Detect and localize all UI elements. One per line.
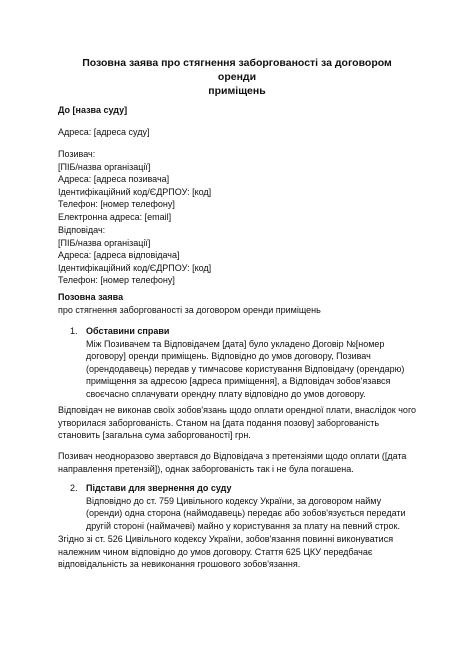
- section-facts-number: 1.: [70, 326, 78, 336]
- claim-heading-block: [58, 291, 418, 316]
- plaintiff-id-code: Ідентифікаційний код/ЄДРПОУ: [код]: [58, 186, 212, 197]
- defendant-block: [58, 224, 418, 287]
- section-grounds-heading: Підстави для звернення до суду: [86, 483, 232, 493]
- court-address: Адреса: [адреса суду]: [58, 127, 150, 137]
- claim-heading: Позовна заява: [58, 292, 124, 302]
- defendant-id-code: Ідентифікаційний код/ЄДРПОУ: [код]: [58, 262, 212, 273]
- section-grounds-number: 2.: [70, 483, 78, 493]
- defendant-address: Адреса: [адреса відповідача]: [58, 250, 180, 261]
- plaintiff-phone: Телефон: [номер телефону]: [58, 199, 175, 210]
- section-facts-text: Між Позивачем та Відповідачем [дата] було укладено Договір №[номер договору] оренди приміщень. Відповідно до умов договору, Позивач (орендодавець) передав у тимчасове користування Відповідачу (орендарю) приміщення за адресою [адреса приміщення], а Відповідач зобов'язався своєчасно сплачувати орендну плату відповідно до умов договору.: [86, 338, 405, 399]
- claims-paragraph: Позивач неодноразово звертався до Відповідача з претензіями щодо оплати ([дата направлення претензій]), однак заборгованість так і не була погашена.: [58, 451, 407, 474]
- debt-paragraph: Відповідач не виконав своїх зобов'язань щодо оплати орендної плати, внаслідок чого утворилася заборгованість. Станом на [дата подання позову] заборгованість становить [загальна сума заборгованості] грн.: [58, 405, 417, 441]
- claim-subheading: про стягнення заборгованості за договором оренди приміщень: [58, 304, 321, 315]
- plaintiff-address: Адреса: [адреса позивача]: [58, 174, 170, 185]
- document-title-line2: приміщень: [208, 85, 266, 97]
- section-grounds-text: Відповідно до ст. 759 Цивільного кодексу України, за договором найму (оренди) одна сторона (наймодавець) передає або зобов'язується передати другій стороні (наймачеві) майно у користування за плату на певний строк.: [86, 495, 406, 531]
- defendant-phone: Телефон: [номер телефону]: [58, 275, 175, 286]
- court-heading: До [назва суду]: [58, 105, 128, 115]
- defendant-name: [ПІБ/назва організації]: [58, 237, 151, 248]
- plaintiff-block: [58, 148, 418, 224]
- plaintiff-email: Електронна адреса: [email]: [58, 211, 172, 222]
- plaintiff-label: Позивач:: [58, 149, 96, 159]
- legal-basis-paragraph: Згідно зі ст. 526 Цивільного кодексу України, зобов'язання повинні виконуватися належним чином відповідно до умов договору. Стаття 625 ЦКУ передбачає відповідальність за невиконання грошового зобов'язання.: [58, 534, 394, 570]
- section-facts-heading: Обставини справи: [86, 326, 170, 336]
- defendant-label: Відповідач:: [58, 225, 106, 235]
- document-title-line1: Позовна заява про стягнення заборгованості за договором оренди: [82, 57, 392, 83]
- plaintiff-name: [ПІБ/назва організації]: [58, 161, 151, 172]
- document-title: [70, 56, 404, 98]
